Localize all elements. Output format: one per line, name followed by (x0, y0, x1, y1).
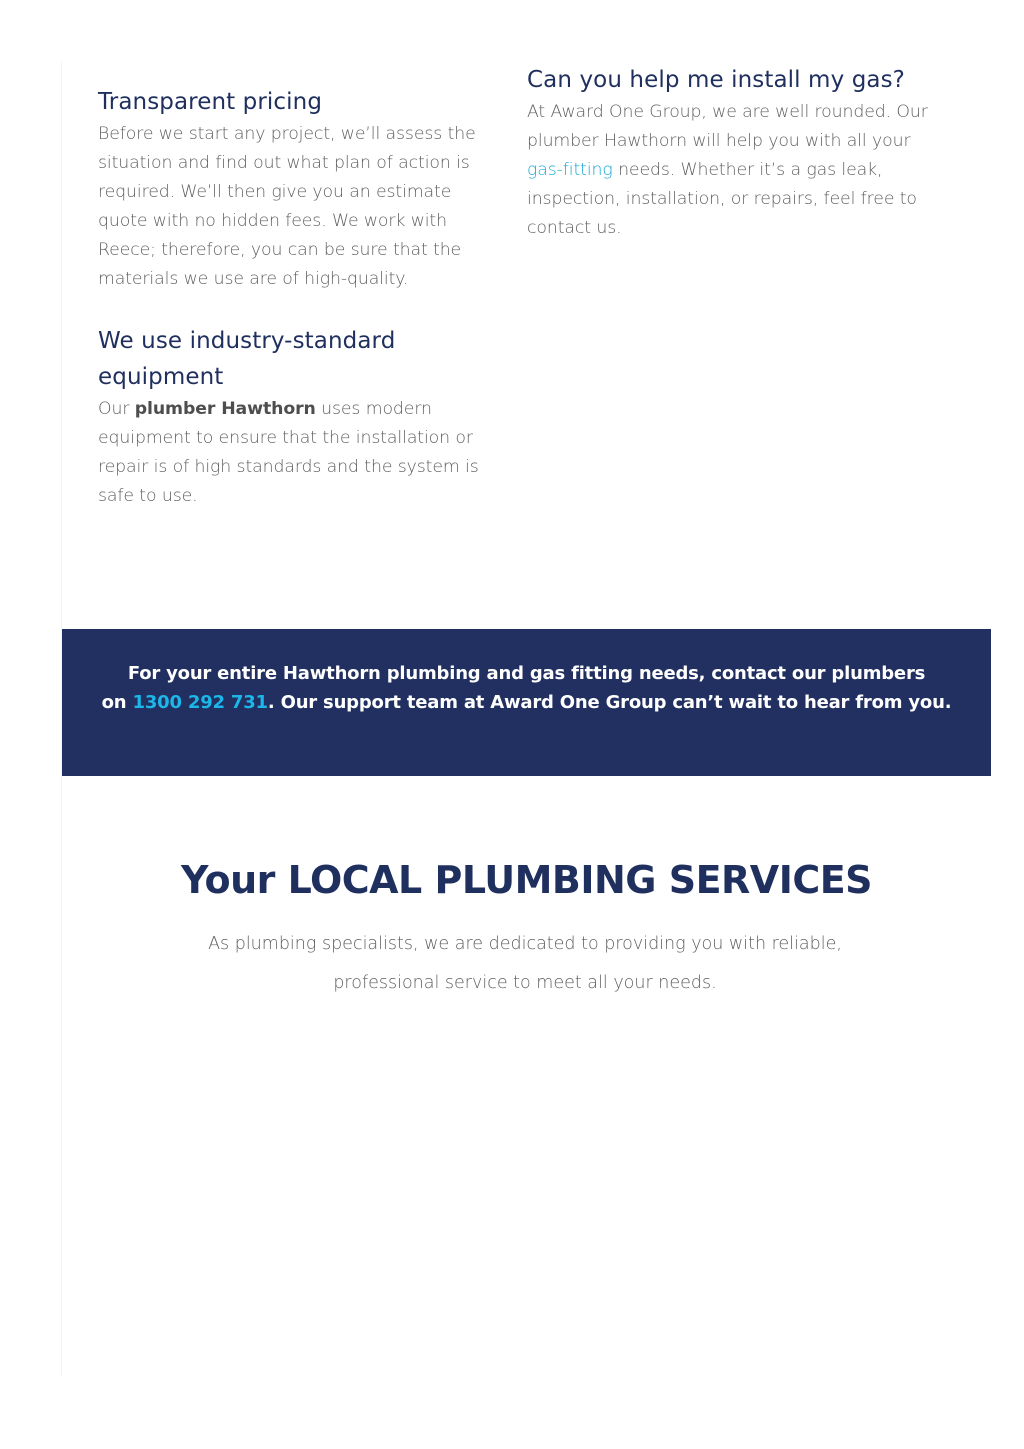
phone-link[interactable]: 1300 292 731 (132, 692, 268, 713)
equipment-body-suffix: uses modern equipment to ensure that the installation or repair is of high standards and the system is safe to use. (98, 399, 479, 506)
services-subtitle: As plumbing specialists, we are dedicated to providing you with reliable, professional service to meet all your needs. (208, 934, 842, 993)
equipment-heading: We use industry-standard equipment (98, 328, 396, 390)
cta-line-1: For your entire Hawthorn plumbing and gas fitting needs, contact our plumbers (127, 663, 926, 684)
cta-line-2-suffix: . Our support team at Award One Group can’t wait to hear from you. (267, 692, 952, 713)
gas-heading: Can you help me install my gas? (527, 67, 905, 93)
contact-cta-banner (62, 629, 991, 776)
gas-body (527, 98, 947, 243)
left-column (98, 84, 483, 511)
cta-text (62, 659, 991, 717)
equipment-section (98, 323, 483, 511)
gas-body-suffix: needs. Whether it’s a gas leak, inspection, installation, or repairs, feel free to contact us. (527, 160, 917, 238)
pricing-heading: Transparent pricing (98, 89, 323, 115)
right-column (527, 62, 947, 243)
gas-fitting-link[interactable]: gas-fitting (527, 160, 613, 180)
services-title: Your LOCAL PLUMBING SERVICES (180, 858, 873, 902)
gas-section (527, 62, 947, 243)
equipment-body (98, 395, 483, 511)
cta-line-2-prefix: on (101, 692, 133, 713)
plumber-hawthorn-bold: plumber Hawthorn (134, 399, 316, 419)
pricing-section (98, 84, 483, 294)
gas-body-prefix: At Award One Group, we are well rounded. Our plumber Hawthorn will help you with all your (527, 102, 928, 151)
pricing-body: Before we start any project, we’ll assess the situation and find out what plan of action is required. We’ll then give you an estimate quote with no hidden fees. We work with Reece; therefore, you can be sure that the materials we use are of high-quality. (98, 124, 476, 289)
equipment-body-prefix: Our (98, 399, 135, 419)
